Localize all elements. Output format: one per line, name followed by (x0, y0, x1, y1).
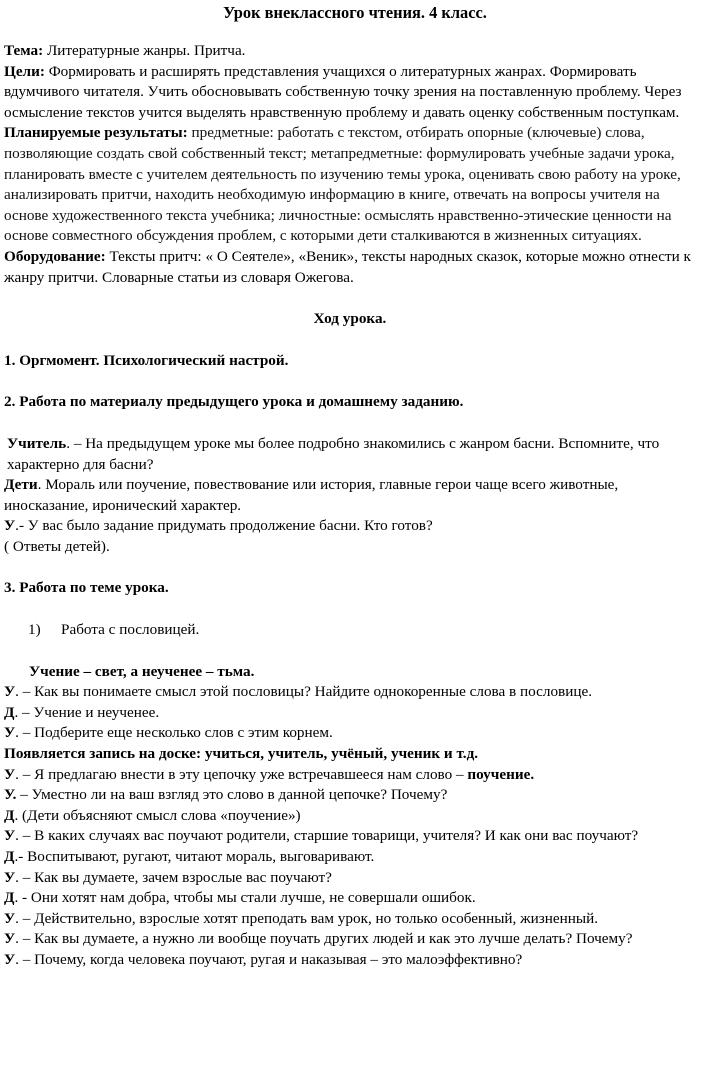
list-item-text: Работа с пословицей. (61, 621, 200, 639)
dialog-line (4, 723, 696, 744)
speaker-label: У (4, 950, 16, 968)
speaker-label: Д (4, 848, 15, 865)
dialog-line (4, 703, 696, 724)
goals-label: Цели: (4, 62, 45, 80)
dialog-line (4, 950, 696, 971)
results-text: предметные: работать с текстом, отбирать опорные (ключевые) слова, позволяющие создать свой собственный текст; метапредметные: формулировать учебные задачи урока, планировать вместе с учителем деятельность по изучению темы урока, оценивать свою работу на уроке, анализировать притчи, находить необходимую информацию в книге, отвечать на вопросы учителя на основе художественного текста учебника; личностные: осмыслять нравственно-этические ценности на основе совместного обсуждения проблем, с которыми дети сталкиваются в жизненных ситуациях. (4, 124, 681, 245)
speaker-label: Д (4, 703, 15, 721)
equipment-paragraph (4, 247, 696, 288)
speaker-label: У (4, 765, 16, 783)
dialog-line (4, 847, 696, 868)
u-text: .- У вас было задание придумать продолжение басни. Кто готов? (15, 517, 433, 535)
proverb: Учение – свет, а неученее – тьма. (29, 662, 255, 680)
u-label: У (4, 517, 16, 535)
dialog-text: . - Они хотят нам добра, чтобы мы стали лучше, не совершали ошибок. (14, 889, 476, 907)
teacher-text: . – На предыдущем уроке мы более подробно знакомились с жанром басни. Вспомните, что характерно для басни? (7, 434, 660, 473)
document-title: Урок внеклассного чтения. 4 класс. (223, 3, 487, 22)
dialog-text: . – Учение и неученее. (14, 703, 160, 721)
list-number: 1) (28, 621, 41, 639)
dialog-bold-word: поучение. (467, 765, 535, 783)
speaker-label: У (4, 868, 16, 886)
section-3-heading: 3. Работа по теме урока. (4, 579, 169, 597)
results-label: Планируемые результаты: (4, 124, 188, 142)
speaker-label: У (4, 724, 16, 742)
results-paragraph (4, 123, 696, 247)
dialog-block-2 (4, 765, 696, 971)
dialog-text: . – Как вы понимаете смысл этой пословицы? Найдите однокоренные слова в пословице. (15, 683, 592, 701)
kids-label: Дети (4, 476, 38, 494)
topic-paragraph (4, 41, 696, 62)
teacher-label: Учитель (7, 434, 67, 452)
homework-paragraph (4, 516, 696, 537)
kids-paragraph (4, 475, 696, 516)
speaker-label: У. (4, 786, 17, 804)
dialog-text: . – Как вы думаете, зачем взрослые вас поучают? (15, 868, 332, 886)
dialog-text: . – Подберите еще несколько слов с этим корнем. (15, 724, 333, 742)
speaker-label: Д (4, 889, 15, 907)
dialog-text: . – Как вы думаете, а нужно ли вообще поучать других людей и как это лучше делать? Почему? (15, 930, 633, 948)
dialog-line (4, 765, 696, 786)
equipment-label: Оборудование: (4, 247, 106, 265)
section-2-heading: 2. Работа по материалу предыдущего урока и домашнему заданию. (4, 393, 464, 411)
answers-paragraph: ( Ответы детей). (4, 537, 110, 555)
speaker-label: У (4, 827, 16, 845)
speaker-label: У (4, 683, 16, 701)
speaker-label: У (4, 930, 16, 948)
dialog-line (4, 806, 696, 827)
goals-paragraph (4, 62, 696, 124)
dialog-line (4, 929, 696, 950)
section-1-heading: 1. Оргмомент. Психологический настрой. (4, 351, 289, 369)
goals-text: Формировать и расширять представления учащихся о литературных жанрах. Формировать вдумчивого читателя. Учить обосновывать собственную точку зрения на поставленную проблему. Через осмысление текстов учится выделять нравственную проблему и давать оценку собственным поступкам. (4, 62, 682, 121)
dialog-text: . – Я предлагаю внести в эту цепочку уже встречавшееся нам слово – (15, 765, 468, 783)
speaker-label: Д (4, 806, 15, 824)
dialog-line (4, 909, 696, 930)
dialog-line (4, 826, 696, 847)
dialog-text: – Уместно ли на ваш взгляд это слово в данной цепочке? Почему? (16, 786, 448, 804)
dialog-text: . – Действительно, взрослые хотят преподать вам урок, но только особенный, жизненный. (15, 909, 599, 927)
equipment-text: Тексты притч: « О Сеятеле», «Веник», тексты народных сказок, которые можно отнести к жанру притчи. Словарные статьи из словаря Ожегова. (4, 247, 691, 286)
teacher-paragraph (4, 434, 696, 475)
dialog-line (4, 682, 696, 703)
dialog-line (4, 868, 696, 889)
speaker-label: У (4, 909, 16, 927)
dialog-text: . – Почему, когда человека поучают, ругая и наказывая – это малоэффективно? (15, 950, 523, 968)
topic-label: Тема: (4, 42, 44, 59)
list-item (4, 620, 696, 641)
dialog-text: . (Дети объясняют смысл слова «поучение») (14, 806, 301, 824)
topic-text: Литературные жанры. Притча. (43, 42, 246, 59)
dialog-text: .- Воспитывают, ругают, читают мораль, выговаривают. (14, 848, 375, 865)
kids-text: . Мораль или поучение, повествование или история, главные герои чаще всего животные, иносказание, иронический характер. (4, 476, 619, 514)
dialog-block-1 (4, 682, 696, 744)
dialog-line (4, 785, 696, 806)
dialog-line (4, 888, 696, 909)
board-note: Появляется запись на доске: учиться, учитель, учёный, ученик и т.д. (4, 745, 479, 763)
lesson-progress-heading: Ход урока. (313, 310, 387, 328)
dialog-text: . – В каких случаях вас поучают родители, старшие товарищи, учителя? И как они вас поучают? (15, 827, 639, 845)
